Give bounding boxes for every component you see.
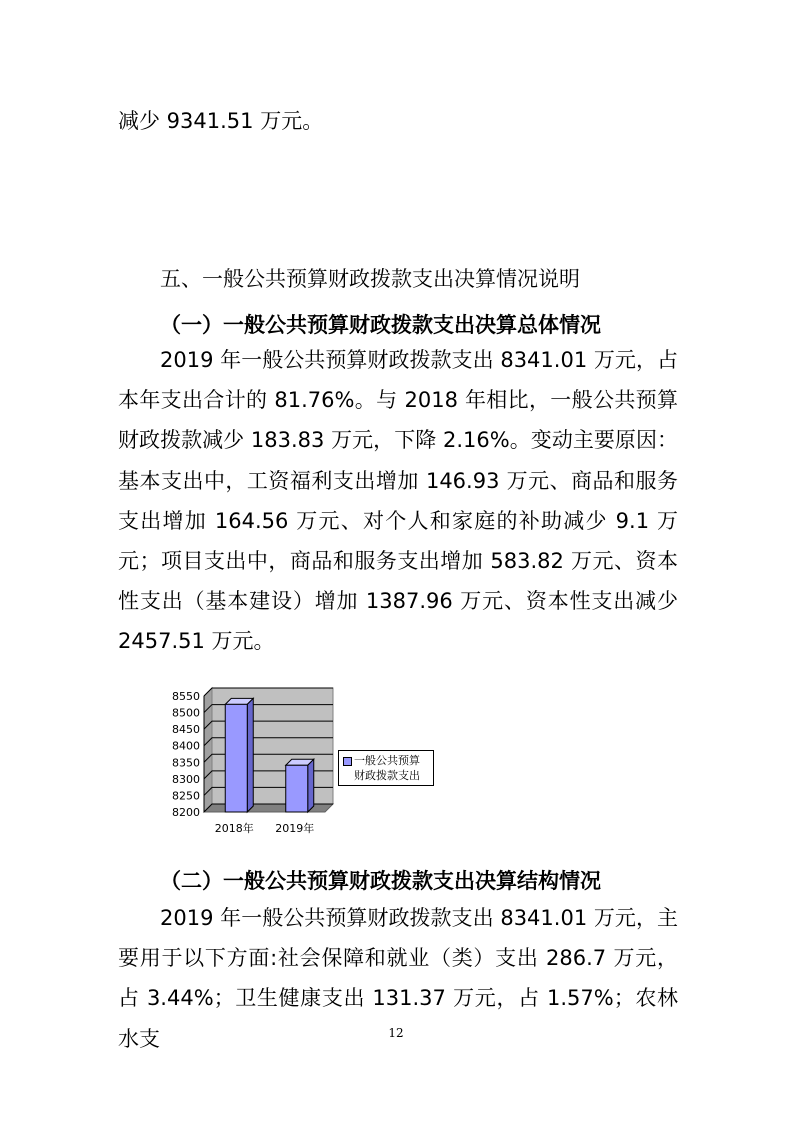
bar-side [308,759,314,812]
subsection-1-paragraph: 2019 年一般公共预算财政拨款支出 8341.01 万元，占本年支出合计的 81.76%。与 2018 年相比，一般公共预算财政拨款减少 183.83 万元，下降 2.16%。变动主要原因：基本支出中，工资福利支出增加 146.93 万元、商品和服务支出增加 164.56 万元、对个人和家庭的补助减少 9.1 万元；项目支出中，商品和服务支出增加 583.82 万元、资本性支出（基本建设）增加 1387.96 万元、资本性支出减少 2457.51 万元。 [118,348,678,654]
legend-swatch [343,757,352,766]
y-tick-label: 8550 [172,690,200,703]
x-tick-label: 2019年 [275,822,315,835]
subsection-2-heading: （二）一般公共预算财政拨款支出决算结构情况 [160,869,601,893]
y-tick-label: 8500 [172,706,200,720]
legend-label: 一般公共预算财政拨款支出 [354,754,420,782]
subsection-2-paragraph: 2019 年一般公共预算财政拨款支出 8341.01 万元，主要用于以下方面:社会保障和就业（类）支出 286.7 万元，占 3.44%；卫生健康支出 131.37 万元，占 1.57%；农林水支 [118,906,678,1051]
section-title: 五、一般公共预算财政拨款支出决算情况说明 [160,267,580,291]
x-tick-label: 2018年 [214,822,254,835]
y-tick-label: 8400 [172,739,200,753]
chart-legend [338,750,434,786]
y-tick-label: 8350 [172,756,200,770]
y-tick-label: 8250 [172,789,200,803]
chart-side-wall [204,688,212,812]
y-tick-label: 8300 [172,772,200,786]
bar-side [247,698,253,812]
page-number: 12 [388,1026,404,1040]
bar-2019年 [286,765,308,812]
continued-text: 减少 9341.51 万元。 [118,109,324,133]
bar-2018年 [225,704,247,812]
y-tick-label: 8200 [172,806,200,819]
y-tick-label: 8450 [172,723,200,737]
subsection-1-heading: （一）一般公共预算财政拨款支出决算总体情况 [160,313,601,337]
